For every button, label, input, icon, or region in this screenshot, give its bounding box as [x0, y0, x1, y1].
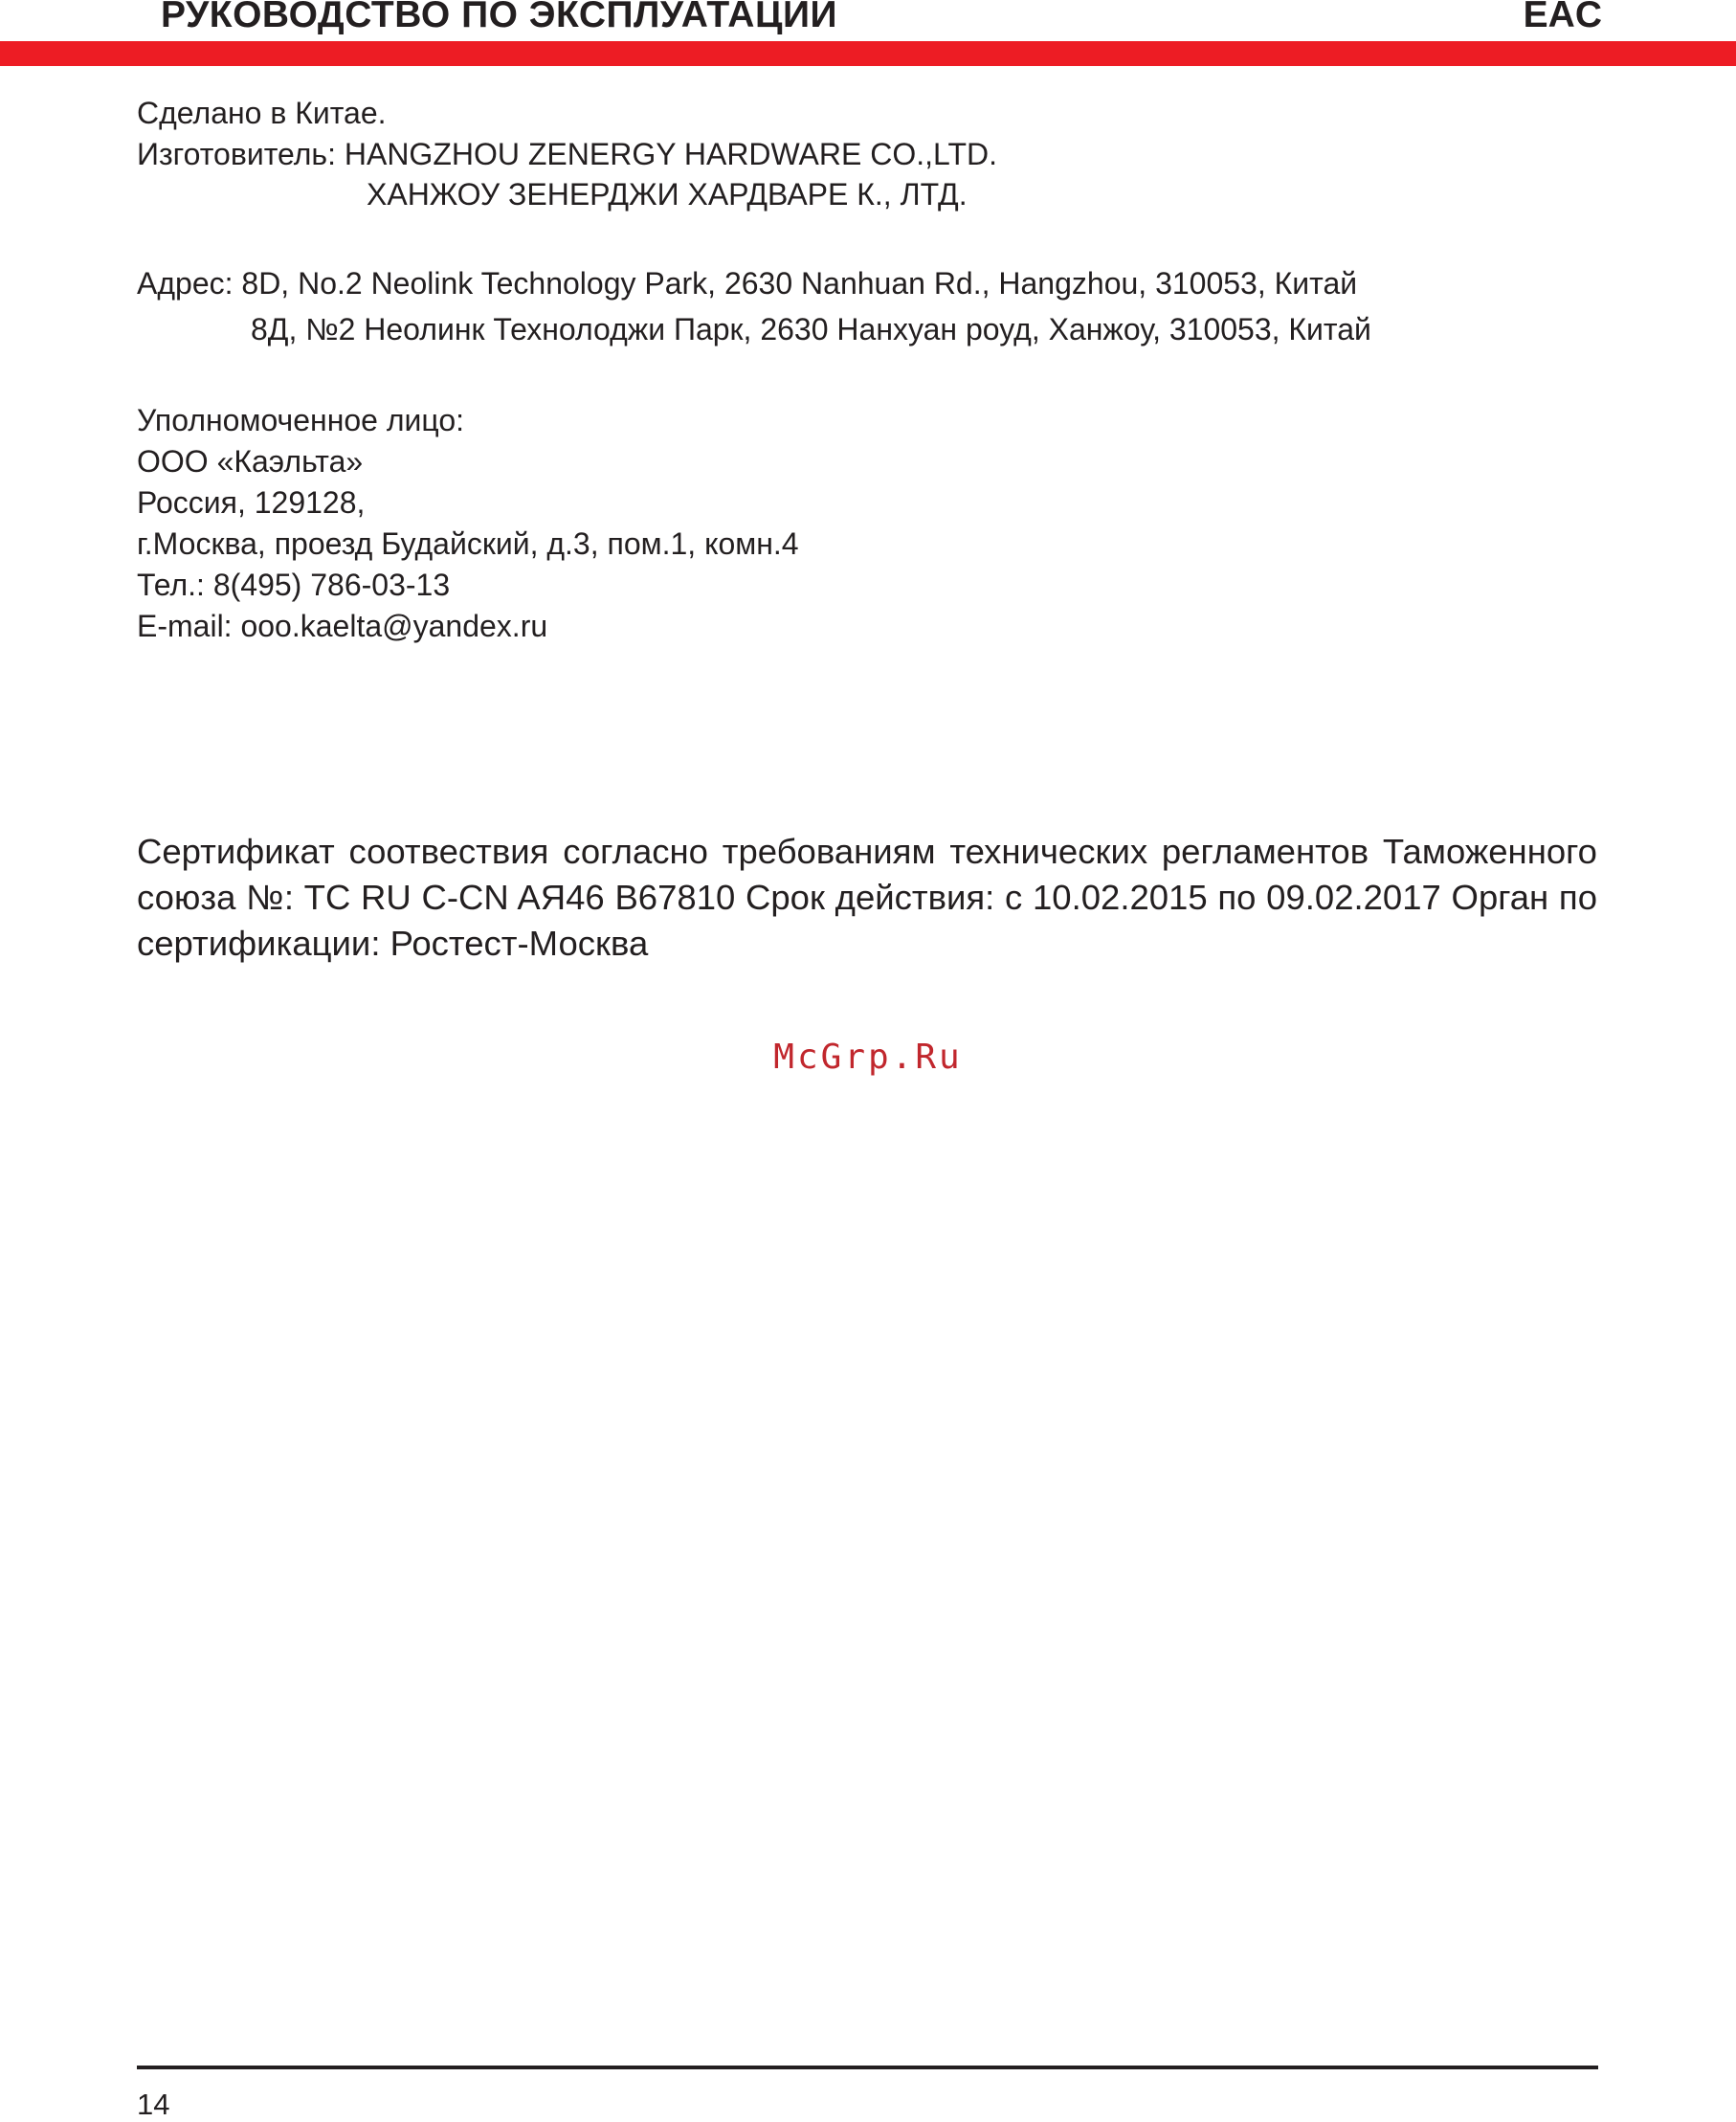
eac-mark: EAC: [1523, 0, 1602, 35]
address-line-translit: 8Д, №2 Неолинк Технолоджи Парк, 2630 Нанхуан роуд, Ханжоу, 310053, Китай: [251, 312, 1371, 346]
footer-rule: [137, 2066, 1598, 2069]
authorized-email: E-mail: ooo.kaelta@yandex.ru: [137, 609, 548, 643]
watermark: McGrp.Ru: [773, 1038, 963, 1077]
manufacturer-line-translit: ХАНЖОУ ЗЕНЕРДЖИ ХАРДВАРЕ К., ЛТД.: [367, 177, 968, 212]
address-line: Адрес: 8D, No.2 Neolink Technology Park, 2630 Nanhuan Rd., Hangzhou, 310053, Китай: [137, 266, 1358, 301]
authorized-phone: Тел.: 8(495) 786-03-13: [137, 568, 451, 602]
manufacturer-line: Изготовитель: HANGZHOU ZENERGY HARDWARE CO.,LTD.: [137, 137, 997, 171]
authorized-street: г.Москва, проезд Будайский, д.3, пом.1, комн.4: [137, 526, 799, 561]
authorized-country-zip: Россия, 129128,: [137, 485, 366, 520]
header-red-bar: [0, 41, 1736, 66]
authorized-company: ООО «Каэльта»: [137, 444, 364, 479]
authorized-heading: Уполномоченное лицо:: [137, 403, 465, 437]
page-number: 14: [137, 2088, 170, 2121]
manual-header-title: РУКОВОДСТВО ПО ЭКСПЛУАТАЦИИ: [161, 0, 838, 35]
certificate-paragraph: Сертификат соотвествия согласно требованиям технических регламентов Таможенного союза №: ТС RU C-CN AЯ46 B67810 Срок действия: с 10.02.2015 по 09.02.2017 Орган по сертификации: Ростест-Москва: [137, 832, 1597, 963]
made-in-line: Сделано в Китае.: [137, 96, 387, 130]
